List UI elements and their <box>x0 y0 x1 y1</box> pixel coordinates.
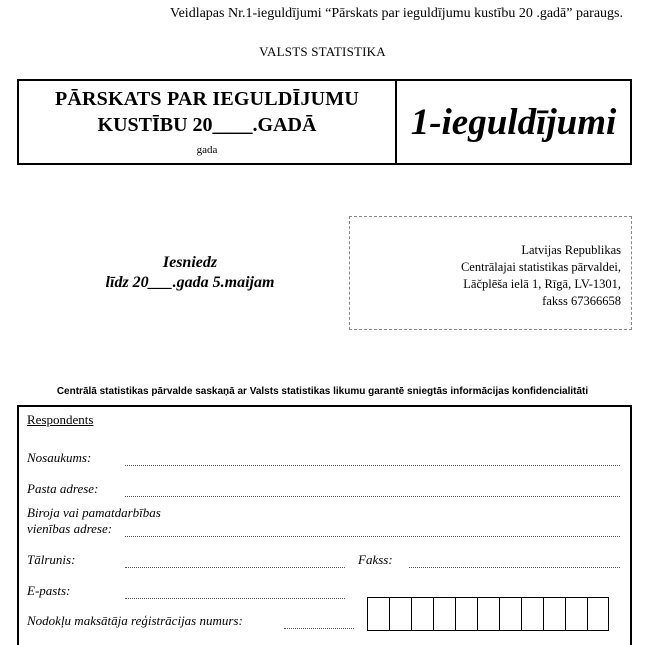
postal-address-field[interactable] <box>125 496 620 497</box>
title-box <box>17 79 632 165</box>
tax-id-cell[interactable] <box>587 597 609 631</box>
caption-text: Veidlapas Nr.1-ieguldījumi “Pārskats par ieguldījumu kustību 20 .gadā” paraugs. <box>170 6 623 21</box>
form-code: 1-ieguldījumi <box>410 101 617 143</box>
tax-id-cell[interactable] <box>521 597 543 631</box>
submission-line1: Iesniedz <box>162 254 218 271</box>
respondent-section <box>17 405 632 645</box>
report-title <box>19 81 397 163</box>
address-line1: Latvijas Republikas <box>521 243 621 257</box>
tax-id-cell[interactable] <box>411 597 433 631</box>
tax-id-cell[interactable] <box>565 597 587 631</box>
submission-deadline <box>60 253 320 293</box>
tax-id-cell[interactable] <box>389 597 411 631</box>
report-title-line1: PĀRSKATS PAR IEGULDĪJUMU <box>54 88 360 110</box>
tax-id-cell[interactable] <box>367 597 389 631</box>
agency-name: VALSTS STATISTIKA <box>259 44 386 59</box>
name-label: Nosaukums: <box>27 450 92 465</box>
tax-id-cells[interactable] <box>367 597 609 631</box>
office-address-label-2: vienības adrese: <box>27 521 113 536</box>
address-line2: Centrālajai statistikas pārvaldei, <box>460 260 621 274</box>
recipient-address-box <box>349 216 632 330</box>
tax-id-cell[interactable] <box>477 597 499 631</box>
fax-field[interactable] <box>409 567 620 568</box>
fax-label: Fakss: <box>358 552 393 567</box>
submission-line2: līdz 20___.gada 5.maijam <box>105 274 275 291</box>
respondent-heading: Respondents <box>27 412 94 427</box>
confidentiality-notice: Centrālā statistikas pārvalde saskaņā ar Valsts statistikas likumu garantē sniegtās informācijas konfidencialitāti <box>56 386 589 397</box>
office-address-field[interactable] <box>125 536 620 537</box>
phone-label: Tālrunis: <box>27 552 76 567</box>
report-title-year-hint: gada <box>196 144 218 156</box>
email-field[interactable] <box>125 598 345 599</box>
form-caption <box>0 6 645 22</box>
phone-field[interactable] <box>125 567 345 568</box>
postal-address-label: Pasta adrese: <box>27 481 99 496</box>
tax-id-label: Nodokļu maksātāja reģistrācijas numurs: <box>27 613 243 628</box>
tax-id-cell[interactable] <box>499 597 521 631</box>
report-title-line2: KUSTĪBU 20____.GADĀ <box>97 114 317 136</box>
tax-id-leader <box>284 628 354 629</box>
address-line4: fakss 67366658 <box>542 294 621 308</box>
tax-id-cell[interactable] <box>543 597 565 631</box>
tax-id-cell[interactable] <box>455 597 477 631</box>
office-address-label-1: Biroja vai pamatdarbības <box>27 505 161 520</box>
name-field[interactable] <box>125 465 620 466</box>
tax-id-cell[interactable] <box>433 597 455 631</box>
address-line3: Lāčplēša ielā 1, Rīgā, LV-1301, <box>463 277 621 291</box>
email-label: E-pasts: <box>27 583 71 598</box>
